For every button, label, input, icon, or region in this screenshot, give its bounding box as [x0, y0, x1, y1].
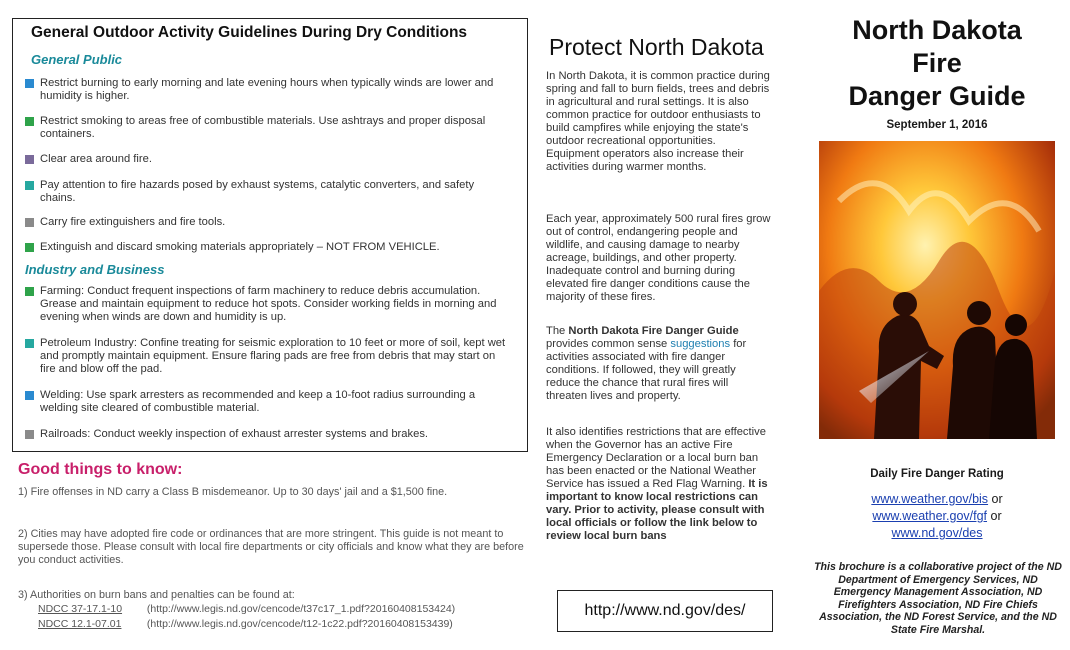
law-code-link[interactable]: NDCC 12.1-07.01: [38, 618, 122, 630]
bullet-square-icon: [25, 391, 34, 400]
general-public-heading: General Public: [31, 52, 123, 67]
rating-link-row: www.weather.gov/bis or: [871, 492, 1003, 506]
bullet-square-icon: [25, 155, 34, 164]
fire-danger-rating-heading: Daily Fire Danger Rating: [870, 468, 1004, 480]
bullet-square-icon: [25, 339, 34, 348]
bullet-square-icon: [25, 181, 34, 190]
bullet-square-icon: [25, 243, 34, 252]
des-url-box[interactable]: http://www.nd.gov/des/: [557, 590, 773, 632]
weather-bis-link[interactable]: www.weather.gov/bis: [871, 492, 989, 506]
weather-fgf-link[interactable]: www.weather.gov/fgf: [872, 509, 988, 523]
good-thing-item: 2) Cities may have adopted fire code or ordinances that are more stringent. This guide is not meant to supersede those. Please consult with local fire departments or city officials and know what they are before you conduct activities.: [18, 528, 524, 566]
guide-date: September 1, 2016: [886, 119, 988, 131]
bullet-square-icon: [25, 430, 34, 439]
guide-title: North Dakota Fire Danger Guide: [848, 15, 1026, 111]
guidelines-title: General Outdoor Activity Guidelines During Dry Conditions: [31, 24, 468, 41]
guide-paragraph: The North Dakota Fire Danger Guide provides common sense suggestions for activities associated with fire danger conditions. If followed, they will greatly reduce the chance that rural fires will threaten lives and property.: [546, 325, 747, 402]
bullet-square-icon: [25, 79, 34, 88]
good-thing-item: 1) Fire offenses in ND carry a Class B misdemeanor. Up to 30 days' jail and a $1,500 fine.: [18, 486, 448, 498]
rating-link-row: www.weather.gov/fgf or: [872, 509, 1002, 523]
bullet-square-icon: [25, 287, 34, 296]
guidelines-box: General Outdoor Activity Guidelines During Dry Conditions General Public Restrict burning to early morning and late evening hours when typically winds are lower and humidity is higher. Restrict smoking to areas free of combustible materials. Use ashtrays and proper disposal containers. Clear area around fire. Pay attention to fire hazards posed by exhaust systems, catalytic converters, and safety chains. Carry fire extinguishers and fire tools. Extinguish and discard smoking materials appropriately – NOT FROM VEHICLE. Industry and Business Farming: Conduct frequent inspections of farm machinery to reduce debris accumulation. Grease and maintain equipment to reduce hot spots. Consider working fields in morning and evening when winds are down and humidity is up. Petroleum Industry: Confine treating for seismic exploration to 10 feet or more of soil, kept wet and promptly maintain equipment. Ensure flaring pads are free from debris that may start on fire and blow off the pad. Welding: Use spark arresters as recommended and keep a 10-foot radius surrounding a welding site cleared of combustible material. Railroads: Conduct weekly inspection of exhaust arrester systems and brakes.: [12, 18, 528, 452]
bullet-square-icon: [25, 117, 34, 126]
good-things-heading: Good things to know:: [18, 461, 183, 478]
collaboration-note: This brochure is a collaborative project of the ND Department of Emergency Services, ND Emergency Management Association, ND Firefighters Association, ND Fire Chiefs Association, the ND Forest Service, and the ND State Fire Marshal.: [814, 561, 1062, 636]
bullet-square-icon: [25, 218, 34, 227]
law-url: (http://www.legis.nd.gov/cencode/t12-1c22.pdf?20160408153439): [146, 618, 453, 630]
protect-title: Protect North Dakota: [549, 34, 764, 60]
rating-link-row: [812, 526, 1062, 540]
law-code-link[interactable]: NDCC 37-17.1-10: [38, 603, 123, 615]
industry-heading: Industry and Business: [25, 262, 165, 277]
good-thing-item: 3) Authorities on burn bans and penalties can be found at:: [18, 589, 295, 601]
intro-paragraph: In North Dakota, it is common practice during spring and fall to burn fields, trees and debris in agricultural and rural settings. It is also common practice for outdoor enthusiasts to build campfires while enjoying the state's outdoor recreational opportunities. Equipment operators also increase their activities during warmer months.: [546, 70, 770, 173]
law-reference: [38, 603, 455, 615]
firefighters-photo: [819, 141, 1055, 439]
nd-des-link[interactable]: www.nd.gov/des: [891, 526, 983, 540]
rural-fires-paragraph: Each year, approximately 500 rural fires grow out of control, endangering people and wildlife, and causing damage to nearby acreage, buildings, and other property. Inadequate control and burning during elevated fire danger conditions cause the majority of these fires.: [546, 213, 771, 303]
law-reference: [38, 618, 453, 630]
restrictions-paragraph: It also identifies restrictions that are effective when the Governor has an active Fire Emergency Declaration or a local burn ban has been enacted or the National Weather Service has issued a Red Flag Warning. It is important to know local restrictions can vary. Prior to activity, please consult with local officials or follow the link below to review local burn bans: [546, 426, 768, 542]
law-url: (http://www.legis.nd.gov/cencode/t37c17_1.pdf?20160408153424): [146, 603, 456, 615]
